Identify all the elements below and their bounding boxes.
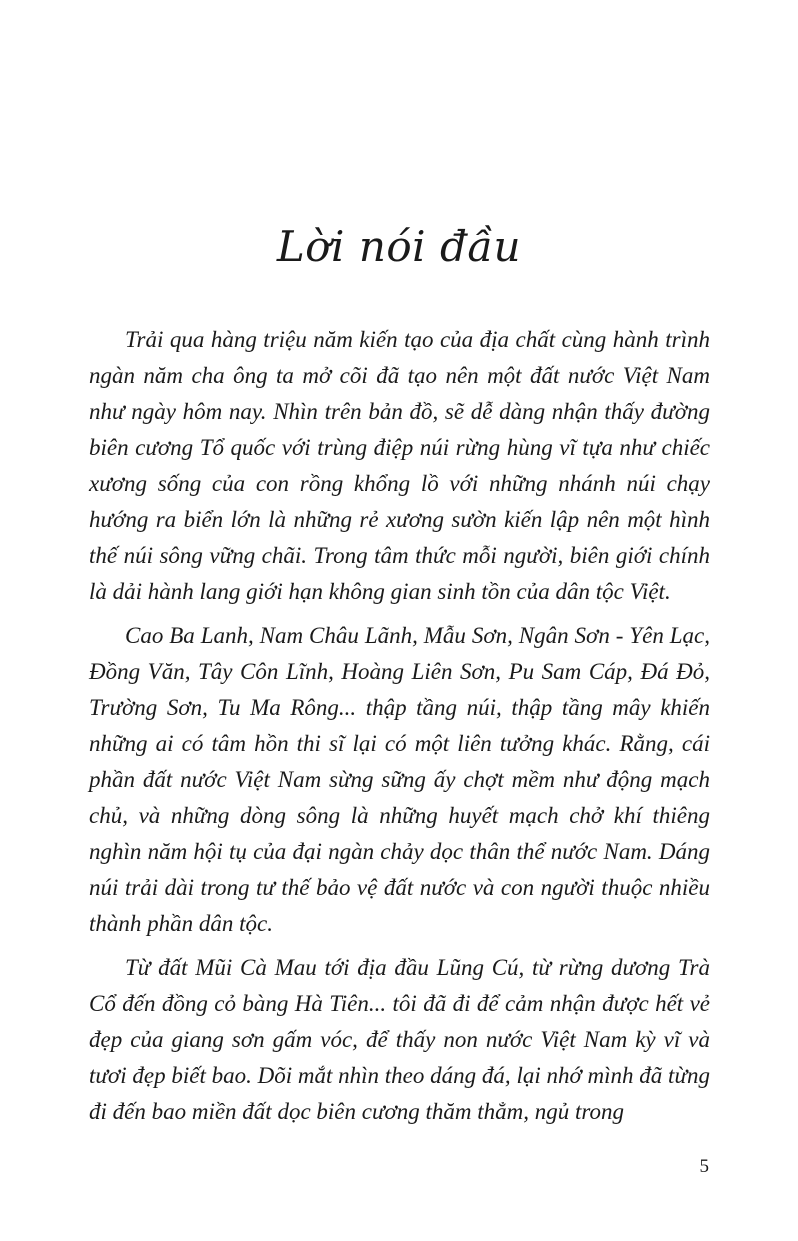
paragraph-1: Trải qua hàng triệu năm kiến tạo của địa chất cùng hành trình ngàn năm cha ông ta mở cõi đã tạo nên một đất nước Việt Nam như ngày hôm nay. Nhìn trên bản đồ, sẽ dễ dàng nhận thấy đường biên cương Tổ quốc với trùng điệp núi rừng hùng vĩ tựa như chiếc xương sống của con rồng khổng lồ với những nhánh núi chạy hướng ra biển lớn là những rẻ xương sườn kiến lập nên một hình thế núi sông vững chãi. Trong tâm thức mỗi người, biên giới chính là dải hành lang giới hạn không gian sinh tồn của dân tộc Việt. [89,327,710,604]
page-title: Lời nói đầu [276,222,522,271]
body-text [89,322,710,1138]
page-number: 5 [699,1156,709,1177]
paragraph-2: Cao Ba Lanh, Nam Châu Lãnh, Mẫu Sơn, Ngân Sơn - Yên Lạc, Đồng Văn, Tây Côn Lĩnh, Hoàng Liên Sơn, Pu Sam Cáp, Đá Đỏ, Trường Sơn, Tu Ma Rông... thập tầng núi, thập tầng mây khiến những ai có tâm hồn thi sĩ lại có một liên tưởng khác. Rằng, cái phần đất nước Việt Nam sừng sững ấy chợt mềm như động mạch chủ, và những dòng sông là những huyết mạch chở khí thiêng nghìn năm hội tụ của đại ngàn chảy dọc thân thể nước Nam. Dáng núi trải dài trong tư thế bảo vệ đất nước và con người thuộc nhiều thành phần dân tộc. [89,623,710,936]
paragraph-3: Từ đất Mũi Cà Mau tới địa đầu Lũng Cú, từ rừng dương Trà Cổ đến đồng cỏ bàng Hà Tiên... tôi đã đi để cảm nhận được hết vẻ đẹp của giang sơn gấm vóc, để thấy non nước Việt Nam kỳ vĩ và tươi đẹp biết bao. Dõi mắt nhìn theo dáng đá, lại nhớ mình đã từng đi đến bao miền đất dọc biên cương thăm thẳm, ngủ trong [89,955,710,1124]
